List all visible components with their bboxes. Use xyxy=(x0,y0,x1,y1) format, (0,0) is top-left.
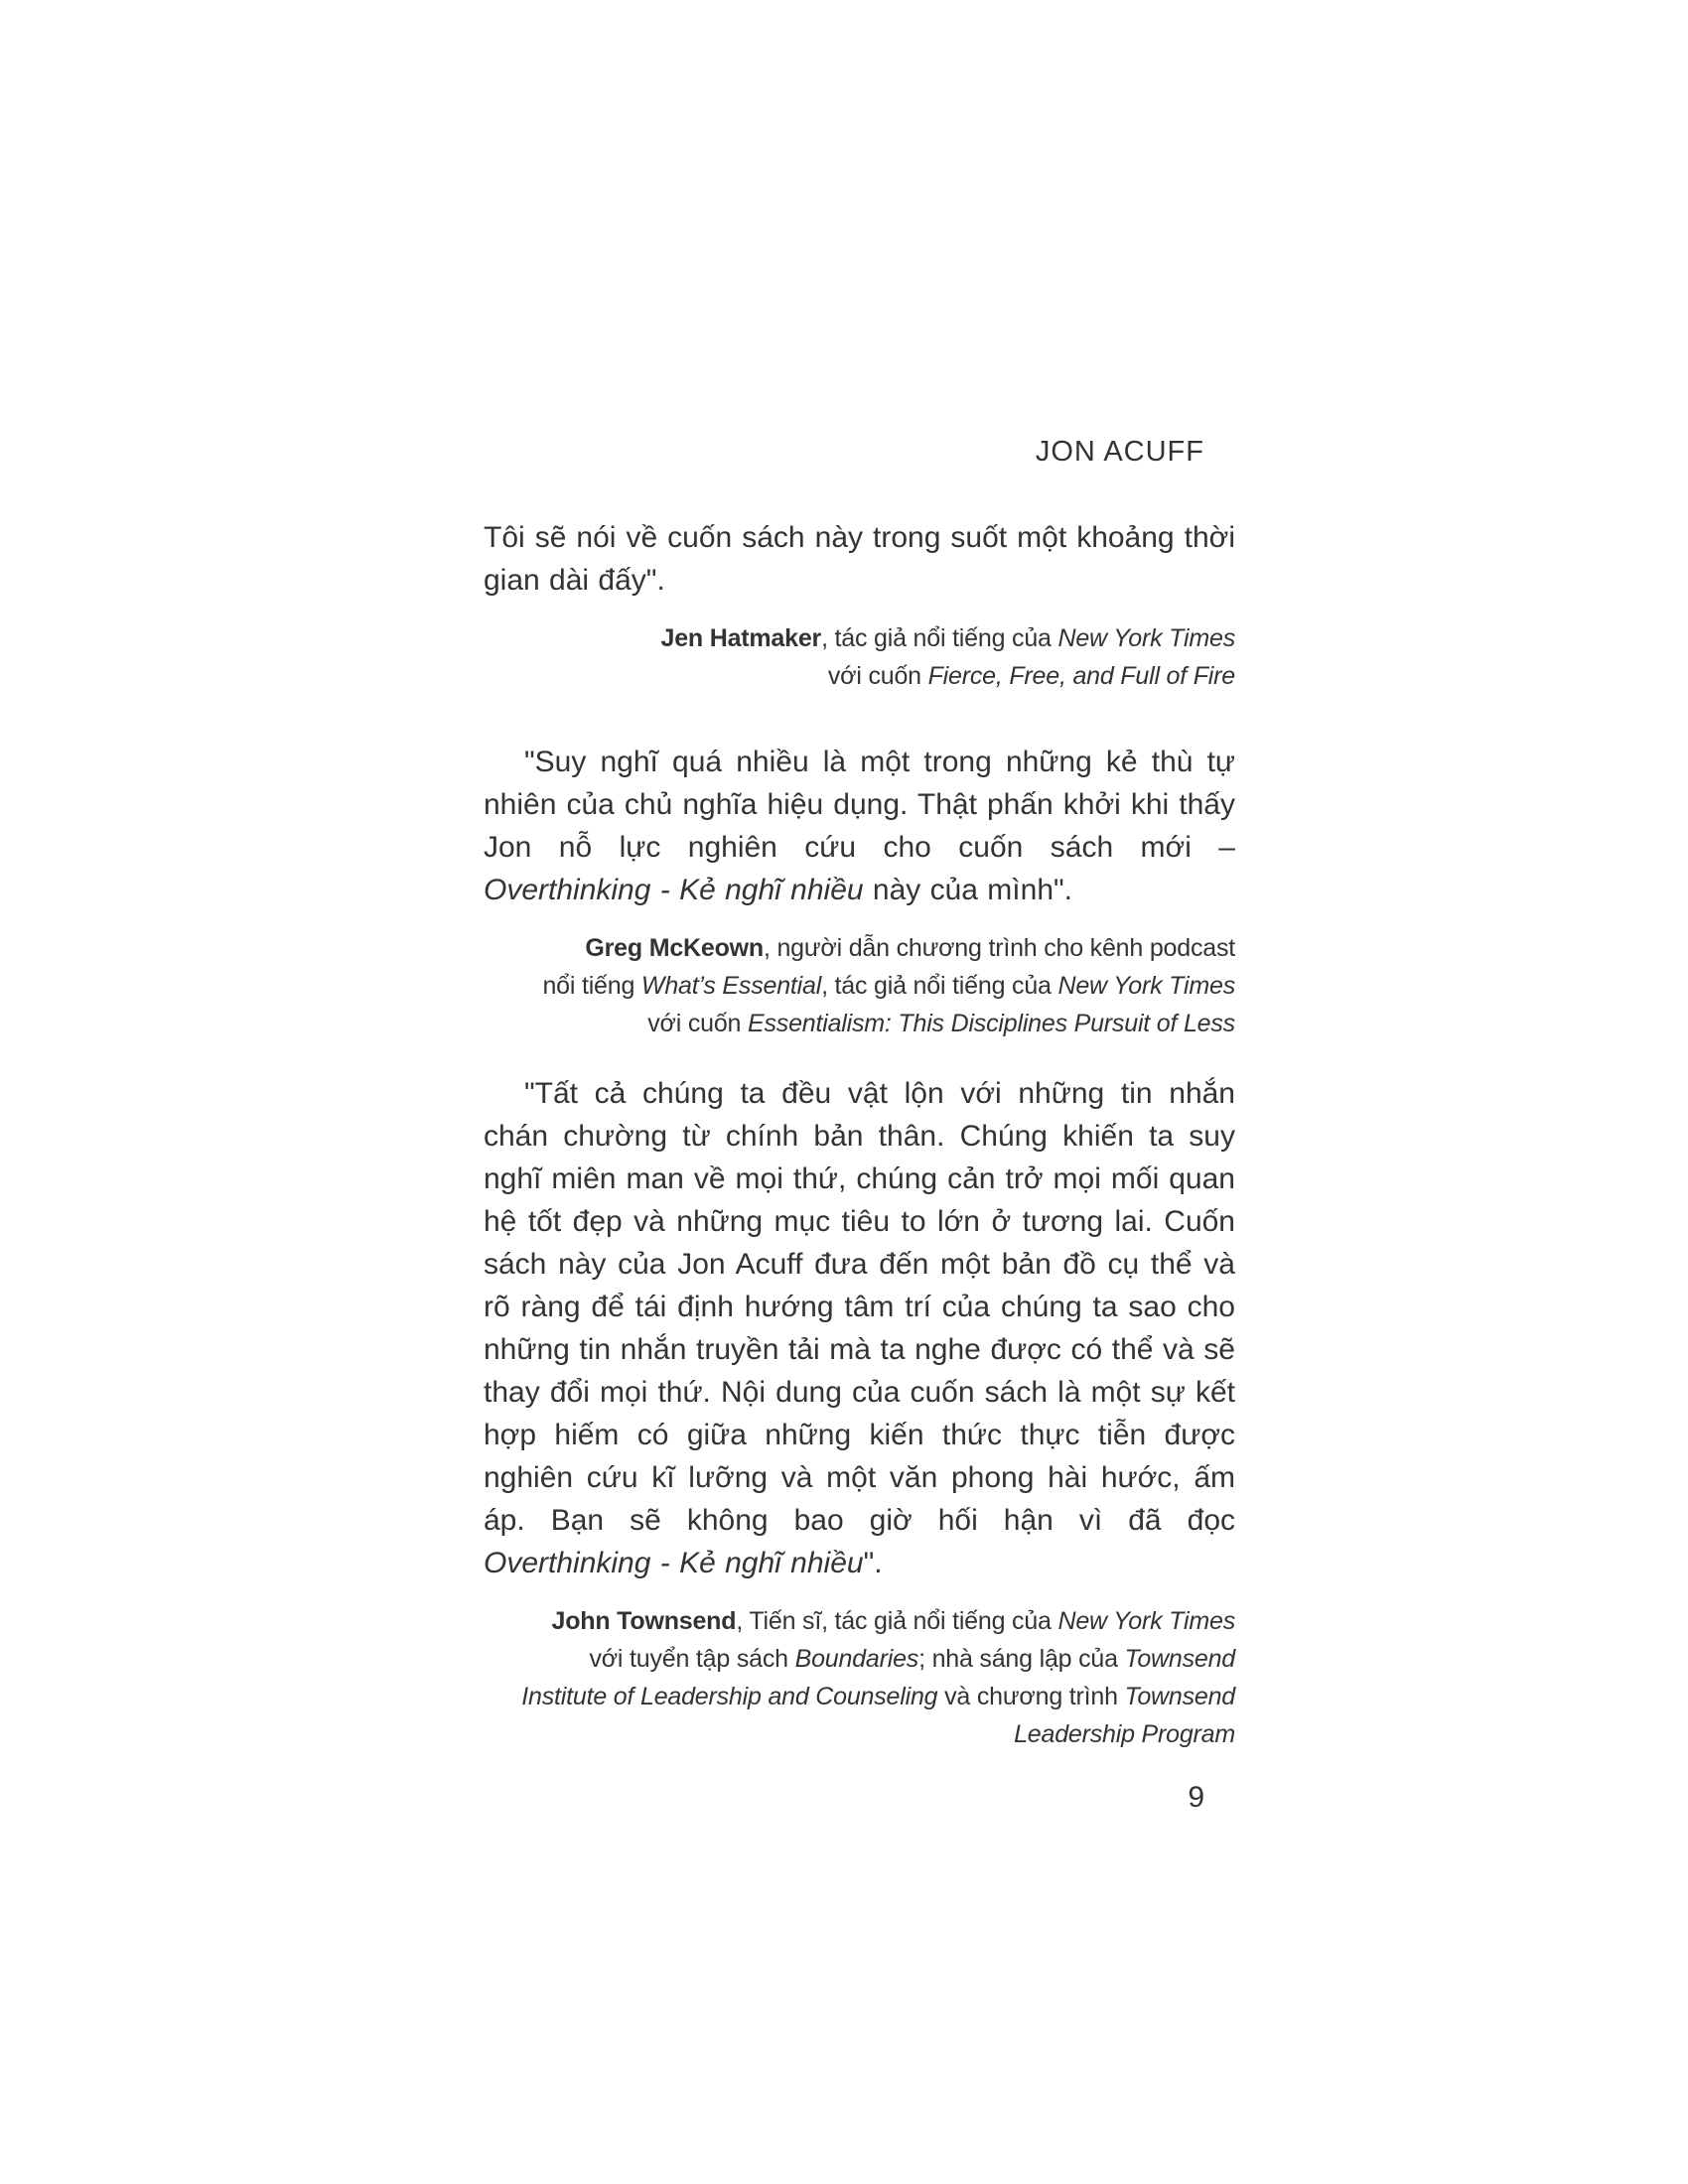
page-content xyxy=(484,0,1235,1813)
endorsement-block-2 xyxy=(484,741,1235,1042)
endorsement-attribution: Jen Hatmaker, tác giả nổi tiếng của New York Times với cuốn Fierce, Free, and Full of Fire xyxy=(660,624,1235,690)
endorsement-quote: "Tất cả chúng ta đều vật lộn với những tin nhắn chán chường từ chính bản thân. Chúng khiến ta suy nghĩ miên man về mọi thứ, chúng cản trở mọi mối quan hệ tốt đẹp và những mục tiêu to lớn ở tương lai. Cuốn sách này của Jon Acuff đưa đến một bản đồ cụ thể và rõ ràng để tái định hướng tâm trí của chúng ta sao cho những tin nhắn truyền tải mà ta nghe được có thể và sẽ thay đổi mọi thứ. Nội dung của cuốn sách là một sự kết hợp hiếm có giữa những kiến thức thực tiễn được nghiên cứu kĩ lưỡng và một văn phong hài hước, ấm áp. Bạn sẽ không bao giờ hối hận vì đã đọc Overthinking - Kẻ nghĩ nhiều". xyxy=(484,1077,1235,1579)
endorsement-attribution: John Townsend, Tiến sĩ, tác giả nổi tiếng của New York Times với tuyển tập sách Boundaries; nhà sáng lập của Townsend Institute of Leadership and Counseling và chương trình Townsend Leadership Program xyxy=(521,1607,1235,1748)
endorsement-quote: "Suy nghĩ quá nhiều là một trong những kẻ thù tự nhiên của chủ nghĩa hiệu dụng. Thật phấn khởi khi thấy Jon nỗ lực nghiên cứu cho cuốn sách mới – Overthinking - Kẻ nghĩ nhiều này của mình". xyxy=(484,746,1235,906)
running-header: JON ACUFF xyxy=(1035,436,1204,468)
endorsement-block-3 xyxy=(484,1072,1235,1753)
endorsement-block-1 xyxy=(484,516,1235,695)
endorsement-quote: Tôi sẽ nói về cuốn sách này trong suốt một khoảng thời gian dài đấy". xyxy=(484,521,1235,597)
endorsement-attribution: Greg McKeown, người dẫn chương trình cho kênh podcast nổi tiếng What’s Essential, tác giả nổi tiếng của New York Times với cuốn Essentialism: This Disciplines Pursuit of Less xyxy=(542,934,1235,1037)
page-number: 9 xyxy=(1188,1781,1204,1814)
